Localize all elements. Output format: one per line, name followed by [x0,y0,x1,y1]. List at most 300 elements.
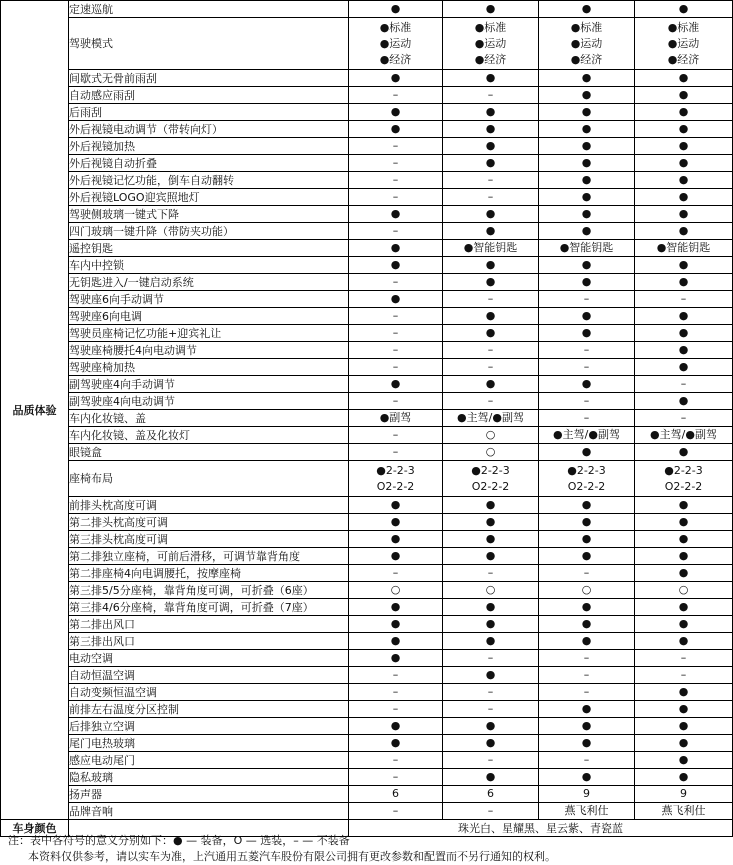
value-line: ● [485,2,496,15]
value-line: ● [485,634,496,647]
spec-row [1,257,733,274]
value-line: ●经济 [474,52,507,66]
trim-1-value [349,138,443,155]
feature-name: 自动变频恒温空调 [69,684,349,701]
value-line: ● [678,719,689,732]
trim-1-value [349,444,443,461]
trim-3-value [539,410,635,427]
value-line: 燕飞利仕 [661,804,706,817]
value-line: ● [581,88,592,101]
value-line: ● [581,515,592,528]
feature-name: 前排左右温度分区控制 [69,701,349,718]
trim-2-value [443,786,539,803]
value-line: ● [485,377,496,390]
trim-4-value [635,582,733,599]
value-line: ● [581,326,592,339]
value-line: ● [678,702,689,715]
trim-4-value [635,308,733,325]
feature-name: 品牌音响 [69,803,349,820]
trim-1-value [349,18,443,70]
value-line: ● [390,207,401,220]
trim-1-value [349,461,443,497]
value-line: ● [390,292,401,305]
trim-3-value [539,599,635,616]
value-line: ●2-2-3 [471,463,510,477]
trim-3-value [539,172,635,189]
value-line: – [583,566,590,579]
value-line: – [487,173,494,186]
trim-2-value [443,308,539,325]
trim-1-value [349,291,443,308]
trim-4-value [635,701,733,718]
spec-row [1,155,733,172]
value-line: ● [678,736,689,749]
value-line: ● [485,498,496,511]
value-line: ● [678,105,689,118]
value-line: ○ [390,583,401,596]
spec-row [1,121,733,138]
trim-4-value [635,461,733,497]
trim-2-value [443,582,539,599]
feature-name: 第三排头枕高度可调 [69,531,349,548]
trim-3-value [539,138,635,155]
trim-2-value [443,155,539,172]
trim-3-value [539,155,635,172]
spec-row [1,393,733,410]
spec-row [1,786,733,803]
trim-1-value [349,735,443,752]
feature-name: 驾驶座椅腰托4向电动调节 [69,342,349,359]
trim-2-value [443,223,539,240]
feature-name: 前排头枕高度可调 [69,497,349,514]
spec-row [1,803,733,820]
legend-note: 注：表中各符号的意义分别如下：● — 装备，O — 选装，– — 不装备 [8,834,350,847]
value-line: – [392,394,399,407]
section-label-quality: 品质体验 [1,1,69,820]
trim-4-value [635,223,733,240]
feature-name: 车内化妆镜、盖及化妆灯 [69,427,349,444]
trim-3-value [539,240,635,257]
value-line: ● [390,71,401,84]
trim-2-value [443,701,539,718]
value-line: ● [390,549,401,562]
spec-row [1,325,733,342]
trim-3-value [539,497,635,514]
value-line: – [392,139,399,152]
trim-4-value [635,342,733,359]
trim-1-value [349,514,443,531]
value-line: ● [485,326,496,339]
value-line: ● [581,105,592,118]
value-line: ●经济 [570,52,603,66]
value-line: – [583,394,590,407]
trim-3-value [539,18,635,70]
spec-row [1,701,733,718]
value-line: ● [678,2,689,15]
value-line: ● [485,71,496,84]
trim-1-value [349,206,443,223]
value-line: ● [678,753,689,766]
feature-name: 驾驶座6向手动调节 [69,291,349,308]
trim-3-value [539,735,635,752]
value-line: – [583,668,590,681]
trim-4-value [635,616,733,633]
feature-name: 尾门电热玻璃 [69,735,349,752]
value-line: ● [581,719,592,732]
value-line: ● [581,600,592,613]
trim-2-value [443,565,539,582]
value-line: – [487,702,494,715]
value-line: ●标准 [474,20,507,34]
spec-row [1,189,733,206]
value-line: ● [390,719,401,732]
trim-4-value [635,497,733,514]
value-line: ● [390,515,401,528]
feature-name: 电动空调 [69,650,349,667]
value-line: – [392,360,399,373]
trim-4-value [635,650,733,667]
value-line: ● [581,71,592,84]
trim-3-value [539,87,635,104]
feature-name: 驾驶侧玻璃一键式下降 [69,206,349,223]
trim-1-value [349,616,443,633]
value-line: ● [678,515,689,528]
value-line: ● [581,532,592,545]
feature-name: 四门玻璃一键升降（带防夹功能） [69,223,349,240]
trim-3-value [539,223,635,240]
trim-2-value [443,497,539,514]
trim-4-value [635,752,733,769]
value-line: ● [678,190,689,203]
value-line: – [392,88,399,101]
value-line: ● [390,2,401,15]
trim-3-value [539,359,635,376]
trim-3-value [539,752,635,769]
trim-4-value [635,393,733,410]
value-line: ● [485,668,496,681]
trim-4-value [635,769,733,786]
value-line: ●标准 [379,20,412,34]
value-line: ● [485,275,496,288]
trim-1-value [349,325,443,342]
trim-3-value [539,684,635,701]
feature-name: 间歇式无骨前雨刮 [69,70,349,87]
section-label-colors: 车身颜色 [1,820,69,837]
value-line: ● [581,498,592,511]
value-line: – [680,668,687,681]
spec-row [1,104,733,121]
value-line: ● [390,377,401,390]
trim-2-value [443,87,539,104]
trim-2-value [443,376,539,393]
value-line: ● [678,394,689,407]
value-line: ●2-2-3 [376,463,415,477]
value-line: ● [678,685,689,698]
value-line: ● [678,326,689,339]
feature-name: 眼镜盒 [69,444,349,461]
value-line: ● [678,309,689,322]
spec-row [1,138,733,155]
value-line: – [392,173,399,186]
value-line: ● [485,122,496,135]
feature-name: 定速巡航 [69,1,349,18]
feature-name: 外后视镜记忆功能，倒车自动翻转 [69,172,349,189]
value-line: ● [581,258,592,271]
trim-4-value [635,189,733,206]
trim-2-value [443,325,539,342]
value-line: ● [581,702,592,715]
value-line: ● [678,532,689,545]
trim-2-value [443,138,539,155]
trim-3-value [539,257,635,274]
value-line: – [583,411,590,424]
spec-row [1,565,733,582]
trim-4-value [635,718,733,735]
trim-1-value [349,257,443,274]
trim-1-value [349,308,443,325]
feature-name: 感应电动尾门 [69,752,349,769]
value-line: ● [678,173,689,186]
value-line: – [680,651,687,664]
trim-3-value [539,548,635,565]
spec-row [1,531,733,548]
value-line: ● [581,634,592,647]
spec-row [1,427,733,444]
trim-2-value [443,291,539,308]
trim-4-value [635,18,733,70]
trim-1-value [349,718,443,735]
spec-row [1,667,733,684]
spec-row [1,274,733,291]
value-line: ● [485,736,496,749]
trim-1-value [349,410,443,427]
trim-3-value [539,325,635,342]
value-line: ● [390,241,401,254]
value-line: ● [581,377,592,390]
feature-name: 车内化妆镜、盖 [69,410,349,427]
value-line: – [487,360,494,373]
trim-4-value [635,1,733,18]
trim-3-value [539,616,635,633]
value-line: – [487,343,494,356]
disclaimer-note: 本资料仅供参考，请以实车为准，上汽通用五菱汽车股份有限公司拥有更改参数和配置而不另行通知的权利。 [28,850,556,863]
feature-name: 驾驶员座椅记忆功能+迎宾礼让 [69,325,349,342]
trim-4-value [635,803,733,820]
value-line: O2-2-2 [376,479,415,493]
value-line: ● [581,617,592,630]
value-line: ● [678,600,689,613]
trim-3-value [539,121,635,138]
value-line: – [392,445,399,458]
trim-4-value [635,531,733,548]
trim-2-value [443,240,539,257]
value-line: – [583,292,590,305]
trim-2-value [443,427,539,444]
value-line: – [392,343,399,356]
value-line: ● [678,71,689,84]
trim-4-value [635,786,733,803]
trim-4-value [635,599,733,616]
trim-3-value [539,514,635,531]
value-line: ● [581,445,592,458]
trim-1-value [349,565,443,582]
spec-row [1,172,733,189]
trim-2-value [443,189,539,206]
trim-2-value [443,18,539,70]
spec-row [1,87,733,104]
trim-2-value [443,633,539,650]
spec-row [1,240,733,257]
feature-name: 隐私玻璃 [69,769,349,786]
value-line: ● [485,532,496,545]
trim-4-value [635,325,733,342]
trim-2-value [443,393,539,410]
value-line: ● [390,122,401,135]
value-line: – [392,224,399,237]
feature-name: 自动恒温空调 [69,667,349,684]
feature-name: 第三排4/6分座椅，靠背角度可调，可折叠（7座） [69,599,349,616]
spec-row [1,206,733,223]
feature-name: 第三排出风口 [69,633,349,650]
trim-4-value [635,565,733,582]
spec-row [1,342,733,359]
value-line: ● [581,122,592,135]
value-line: – [392,702,399,715]
value-line: ● [485,258,496,271]
value-line: ●运动 [379,36,412,50]
value-line: ● [678,634,689,647]
value-line: – [487,190,494,203]
trim-1-value [349,1,443,18]
value-line: – [392,685,399,698]
value-line: ●智能钥匙 [656,241,711,254]
trim-3-value [539,206,635,223]
spec-row [1,497,733,514]
value-line: – [487,88,494,101]
feature-name: 座椅布局 [69,461,349,497]
trim-2-value [443,1,539,18]
trim-2-value [443,359,539,376]
trim-1-value [349,684,443,701]
trim-4-value [635,172,733,189]
value-line: 9 [680,787,687,800]
value-line: ● [485,309,496,322]
body-color-value: 珠光白、星耀黑、星云紫、青瓷蓝 [349,820,733,837]
spec-row [1,684,733,701]
value-line: – [392,753,399,766]
value-line: ○ [581,583,592,596]
feature-name: 遥控钥匙 [69,240,349,257]
spec-row [1,359,733,376]
trim-2-value [443,650,539,667]
value-line: 6 [392,787,399,800]
trim-2-value [443,257,539,274]
value-line: – [680,292,687,305]
trim-4-value [635,633,733,650]
trim-4-value [635,514,733,531]
feature-name: 外后视镜自动折叠 [69,155,349,172]
value-line: ● [390,617,401,630]
value-line: – [392,190,399,203]
trim-1-value [349,359,443,376]
trim-1-value [349,752,443,769]
spec-row [1,633,733,650]
trim-2-value [443,718,539,735]
value-line: O2-2-2 [664,479,703,493]
trim-3-value [539,291,635,308]
value-line: ● [678,156,689,169]
value-line: – [487,292,494,305]
value-line: ● [485,549,496,562]
trim-1-value [349,667,443,684]
trim-1-value [349,427,443,444]
value-line: ●运动 [474,36,507,50]
trim-4-value [635,104,733,121]
value-line: – [392,770,399,783]
feature-name: 后雨刮 [69,104,349,121]
value-line: ●2-2-3 [664,463,703,477]
value-line: ●主驾/●副驾 [457,411,524,424]
trim-2-value [443,444,539,461]
value-line: ● [581,190,592,203]
value-line: O2-2-2 [471,479,510,493]
value-line: ●运动 [570,36,603,50]
feature-name: 自动感应雨刮 [69,87,349,104]
trim-3-value [539,633,635,650]
feature-name: 扬声器 [69,786,349,803]
feature-name: 外后视镜加热 [69,138,349,155]
trim-2-value [443,514,539,531]
value-line: – [392,566,399,579]
value-line: ● [678,549,689,562]
value-line: ● [678,566,689,579]
trim-3-value [539,342,635,359]
spec-row [1,514,733,531]
trim-4-value [635,70,733,87]
value-line: – [487,651,494,664]
trim-2-value [443,274,539,291]
trim-4-value [635,410,733,427]
trim-4-value [635,257,733,274]
value-line: ● [581,770,592,783]
value-line: – [392,275,399,288]
trim-1-value [349,240,443,257]
trim-1-value [349,70,443,87]
value-line: – [392,804,399,817]
trim-3-value [539,803,635,820]
trim-2-value [443,735,539,752]
value-line: ○ [485,428,496,441]
trim-4-value [635,735,733,752]
value-line: – [487,753,494,766]
spec-row [1,769,733,786]
trim-2-value [443,172,539,189]
value-line: 燕飞利仕 [564,804,609,817]
value-line: 6 [487,787,494,800]
trim-4-value [635,376,733,393]
value-line: ● [678,770,689,783]
trim-4-value [635,138,733,155]
value-line: ● [485,600,496,613]
value-line: – [583,360,590,373]
value-line: ●主驾/●副驾 [553,428,620,441]
trim-1-value [349,531,443,548]
trim-3-value [539,104,635,121]
value-line: – [392,309,399,322]
feature-name: 第三排5/5分座椅，靠背角度可调，可折叠（6座） [69,582,349,599]
value-line: – [583,343,590,356]
value-line: ●运动 [667,36,700,50]
